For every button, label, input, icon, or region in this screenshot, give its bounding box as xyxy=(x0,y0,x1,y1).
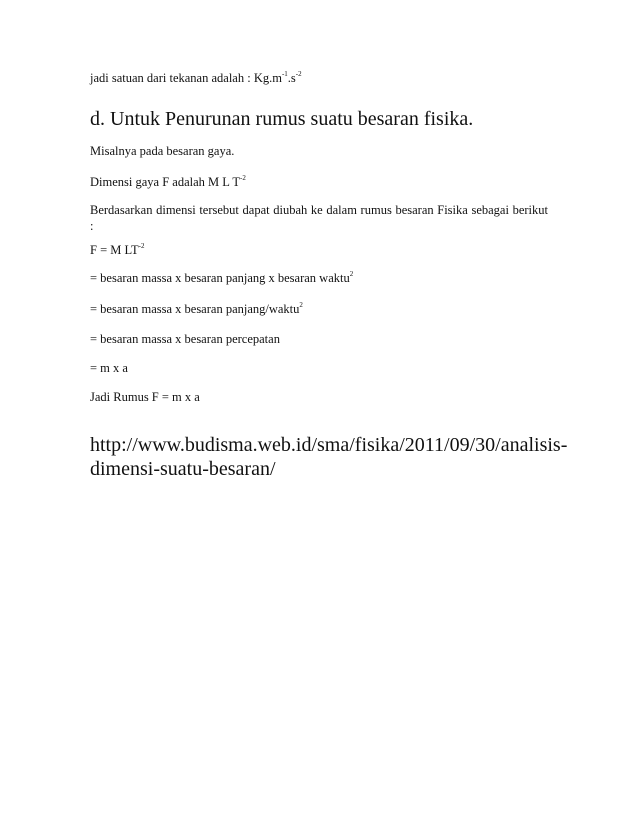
pressure-unit-text: jadi satuan dari tekanan adalah : Kg.m xyxy=(90,71,282,85)
force-dimension-line xyxy=(90,174,246,190)
formula-line-2 xyxy=(90,270,353,286)
derivation-paragraph: Berdasarkan dimensi tersebut dapat diubah ke dalam rumus besaran Fisika sebagai berikut : xyxy=(90,203,548,233)
source-url xyxy=(90,433,568,481)
conclusion-line: Jadi Rumus F = m x a xyxy=(90,390,200,404)
formula-3-exp: 2 xyxy=(299,301,303,309)
source-url-line-1: http://www.budisma.web.id/sma/fisika/2011/09/30/analisis- xyxy=(90,434,568,456)
force-dimension-text: Dimensi gaya F adalah M L T xyxy=(90,175,240,189)
source-url-line-2: dimensi-suatu-besaran/ xyxy=(90,458,276,480)
formula-line-4: = besaran massa x besaran percepatan xyxy=(90,332,280,346)
section-heading: d. Untuk Penurunan rumus suatu besaran fisika. xyxy=(90,108,474,130)
pressure-unit-exp-1: -1 xyxy=(281,70,288,78)
formula-2-exp: 2 xyxy=(349,270,354,278)
pressure-unit-line xyxy=(90,70,302,86)
pressure-unit-exp-2: -2 xyxy=(295,70,302,78)
example-line: Misalnya pada besaran gaya. xyxy=(90,144,235,158)
formula-line-5: = m x a xyxy=(90,361,128,375)
formula-2-text: = besaran massa x besaran panjang x besaran waktu xyxy=(90,271,350,285)
formula-line-1 xyxy=(90,242,144,258)
formula-line-3 xyxy=(90,301,303,317)
formula-3-text: = besaran massa x besaran panjang/waktu xyxy=(90,302,300,316)
pressure-unit-mid: .s xyxy=(287,71,296,85)
formula-1-exp: -2 xyxy=(138,242,145,250)
document-page xyxy=(90,0,568,826)
force-dimension-exp: -2 xyxy=(239,174,246,182)
formula-1-text: F = M LT xyxy=(90,243,139,257)
